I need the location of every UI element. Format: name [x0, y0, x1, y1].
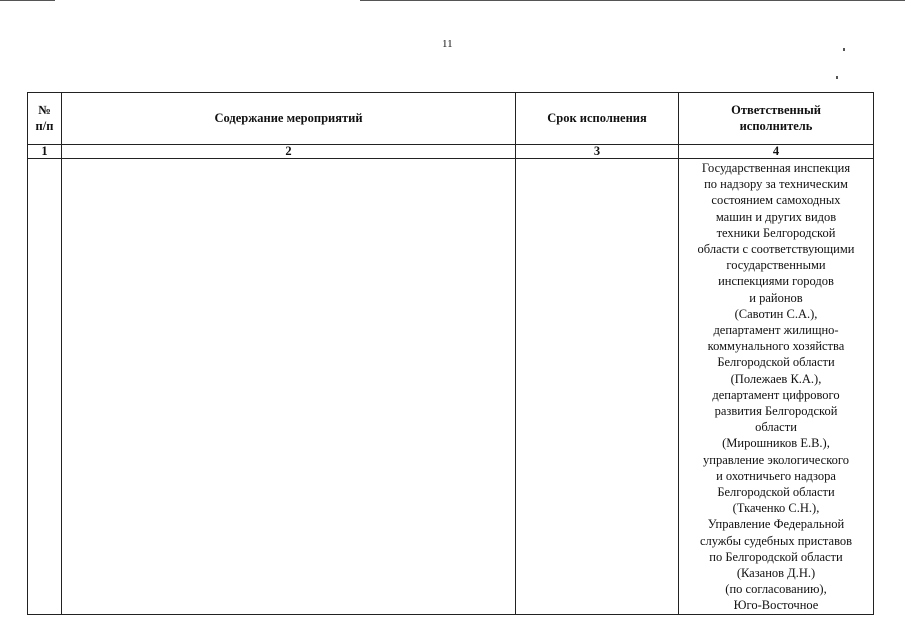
executor-line: государственными [726, 258, 826, 273]
executor-line: Белгородской области [717, 485, 835, 500]
scan-edge-line [360, 0, 905, 1]
executor-line: Управление Федеральной [707, 517, 845, 532]
executor-line: департамент жилищно- [713, 323, 839, 338]
column-number: 1 [28, 145, 62, 159]
column-number: 3 [516, 145, 679, 159]
column-number: 4 [679, 145, 874, 159]
executor-line: службы судебных приставов [699, 533, 853, 548]
executor-line: (Мирошников Е.В.), [722, 436, 830, 451]
executor-line: (Ткаченко С.Н.), [732, 501, 820, 516]
executor-line: по надзору за техническим [704, 177, 848, 192]
executor-text [679, 159, 873, 614]
executor-line: инспекциями городов [718, 274, 834, 289]
scan-edge-line [0, 0, 55, 1]
measures-table [27, 92, 874, 615]
scan-speck [836, 76, 838, 79]
column-number: 2 [62, 145, 516, 159]
column-number-row [28, 145, 874, 159]
executor-line: (Казанов Д.Н.) [736, 566, 816, 581]
executor-line: Юго-Восточное [733, 598, 819, 613]
executor-line: Белгородской области [717, 355, 835, 370]
executor-line: (по согласованию), [725, 582, 827, 597]
header-deadline: Срок исполнения [516, 93, 679, 145]
executor-line: состоянием самоходных [711, 193, 841, 208]
scan-speck [843, 48, 845, 51]
executor-line: Государственная инспекция [701, 161, 851, 175]
executor-line: по Белгородской области [709, 549, 843, 564]
table-row [28, 159, 874, 615]
executor-line: машин и других видов [715, 209, 837, 224]
executor-line: области с соответствующими [697, 242, 855, 257]
executor-line: (Савотин С.А.), [734, 306, 818, 321]
cell-executor [679, 159, 874, 615]
table-header-row [28, 93, 874, 145]
cell-number [28, 159, 62, 615]
executor-line: и районов [749, 290, 803, 305]
page-number: 11 [442, 38, 453, 50]
executor-line: коммунального хозяйства [707, 339, 845, 354]
executor-line: развития Белгородской [714, 404, 838, 419]
header-content: Содержание мероприятий [62, 93, 516, 145]
cell-content [62, 159, 516, 615]
executor-line: департамент цифрового [712, 387, 840, 402]
executor-line: управление экологического [703, 452, 849, 467]
header-number: № п/п [28, 93, 62, 145]
executor-line: техники Белгородской [716, 225, 836, 240]
executor-line: и охотничьего надзора [716, 468, 836, 483]
executor-line: области [755, 420, 797, 435]
executor-line: (Полежаев К.А.), [730, 371, 822, 386]
cell-deadline [516, 159, 679, 615]
header-executor: Ответственный исполнитель [679, 93, 874, 145]
